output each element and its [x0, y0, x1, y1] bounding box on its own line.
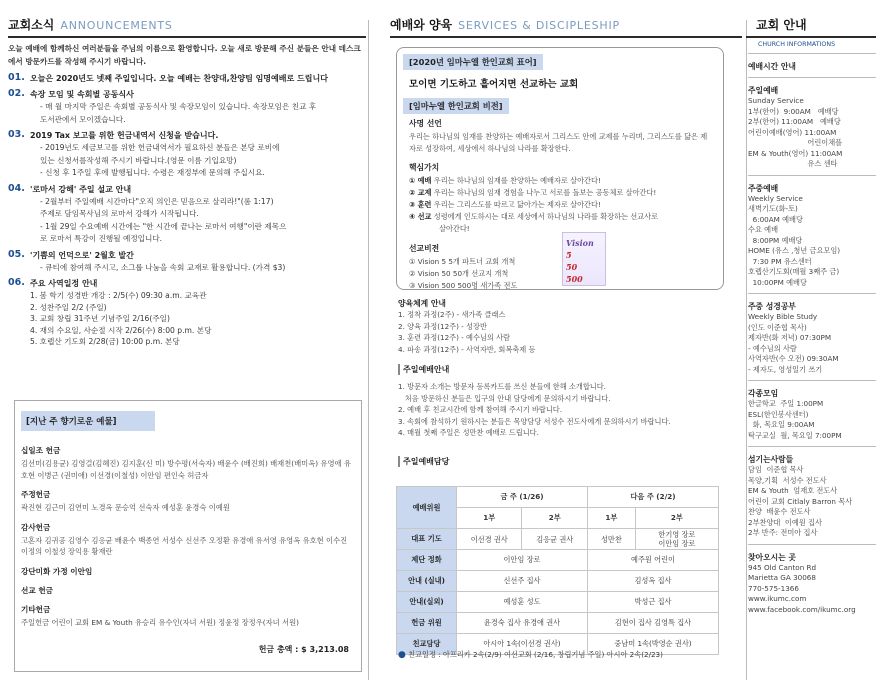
duty-cell: 중남미 1속(박영순 권사)	[587, 634, 718, 655]
offering-names: 주일헌금 어린이 교회 EM & Youth 유승리 유수인(자녀 서원) 정윤정 장정우(자녀 서원)	[21, 617, 299, 627]
divider	[748, 544, 876, 545]
offering-category: 주정헌금	[21, 490, 51, 499]
badge-line: Vision	[566, 238, 594, 248]
weekly-service-item: 10:00PM 예배당	[748, 277, 807, 287]
weekly-service-item: 8:00PM 예배당	[748, 235, 803, 245]
sunday-guide-item: 2. 예배 후 친교시간에 함께 참여해 주시기 바랍니다.	[398, 405, 562, 414]
offering-category: 십일조 헌금	[21, 446, 61, 455]
weekly-service-item: 새벽기도(화-토)	[748, 204, 798, 213]
bible-study-item: 사역자반(수 오전) 09:30AM	[748, 354, 839, 363]
announcement-detail: - 큐티에 참여해 주시고, 소그룹 나눔을 속회 교재로 활용합니다. (가격 $3)	[40, 262, 286, 272]
location-item: 770-575-1366	[748, 583, 799, 593]
divider	[748, 293, 876, 294]
vision-5-50-500-badge	[562, 232, 606, 286]
core-value-item	[409, 211, 723, 223]
groups-item: ESL(한인봉사센터)	[748, 409, 809, 419]
divider	[748, 446, 876, 447]
core-values-title: 핵심가치	[409, 163, 440, 172]
duty-role: 헌금 위원	[397, 613, 457, 634]
announcement-list	[8, 72, 366, 290]
theme-heading: [2020년 임마누엘 한인교회 표어]	[403, 54, 543, 70]
duty-cell: 아시아 1속(이선경 권사)	[457, 634, 588, 655]
this-week-header: 금 주 (1/26)	[457, 487, 588, 508]
location-item: www.ikumc.com	[748, 594, 807, 603]
bible-study-item: - 예수님의 사람	[748, 343, 797, 353]
bible-study-title-en: Weekly Bible Study	[748, 312, 818, 321]
announcement-body	[30, 249, 366, 275]
announcement-item	[8, 277, 366, 290]
sunday-service-item: 어린이채플	[748, 138, 843, 147]
location-title: 찾아오시는 곳	[748, 552, 796, 562]
duty-cell: 예성훈 성도	[457, 592, 588, 613]
duty-cell: 한기영 장로 이안임 장로	[635, 529, 718, 550]
bible-study-title: 주중 성경공부	[748, 302, 796, 311]
announcement-body	[30, 183, 366, 246]
offering-category: 기타헌금	[21, 604, 51, 614]
groups-item: 한글학교 주일 1:00PM	[748, 399, 824, 408]
church-motto: 모이면 기도하고 흩어지면 선교하는 교회	[409, 79, 579, 90]
sunday-service-item: 1부(한어) 9:00AM 예배당	[748, 106, 839, 116]
services-header	[390, 16, 742, 36]
announcements-column	[8, 16, 366, 676]
sunday-guide-item: 1. 방문자 소개는 방문자 등록카드를 쓰신 분들에 한해 소개합니다.	[398, 382, 606, 391]
announcement-item	[8, 72, 366, 85]
table-row	[397, 613, 719, 634]
nurture-title: 양육체계 안내	[398, 299, 446, 308]
weekly-service-item: 7:30 PM 유스센터	[748, 256, 812, 266]
table-row	[397, 550, 719, 571]
nurture-item: 4. 파송 과정(12주) - 사역자반, 회복축제 등	[398, 344, 536, 354]
vision-heading: [임마누엘 한인교회 비전]	[403, 98, 509, 114]
mission-vision-item: ① Vision 5 5개 파트너 교회 개척	[409, 257, 516, 266]
nurture-item: 2. 양육 과정(12주) - 성장반	[398, 321, 487, 331]
core-value-text: 우리는 그리스도를 따르고 닮아가는 제자로 살아간다!	[431, 200, 601, 209]
announcement-title: 속장 모임 및 속회별 공동식사	[30, 90, 134, 99]
service-subheader: 2부	[635, 508, 718, 529]
table-row	[397, 592, 719, 613]
announcement-item	[8, 249, 366, 275]
service-subheader: 2부	[522, 508, 588, 529]
header-rule	[390, 36, 742, 38]
duty-cell: 예주원 어린이	[587, 550, 718, 571]
duty-role: 친교담당	[397, 634, 457, 655]
sunday-service-title: 주일예배	[748, 86, 779, 95]
divider	[748, 380, 876, 381]
schedule-item: 2. 성찬주일 2/2 (주일)	[30, 302, 107, 312]
sunday-service-item: 2부(한어) 11:00AM 예배당	[748, 117, 841, 126]
duty-cell: 신선주 집사	[457, 571, 588, 592]
mission-vision-item: ② Vision 50 50개 선교지 개척	[409, 269, 509, 278]
welcome-text: 오늘 예배에 함께하신 여러분들을 주님의 이름으로 환영합니다. 오늘 새로 방문해 주신 분들은 안내 데스크에서 방문카드를 작성해 주시기 바랍니다.	[8, 44, 361, 66]
divider	[748, 175, 876, 176]
table-row	[397, 529, 719, 550]
core-value-text: 성령에게 인도하시는 대로 세상에서 하나님의 나라를 확장하는 선교사로	[431, 212, 659, 221]
weekly-service-item: 6:00AM 예배당	[748, 214, 803, 224]
announcement-item	[8, 183, 366, 246]
announcement-number: 05.	[8, 248, 25, 260]
staff-item: 담임 이준협 목사	[748, 465, 804, 474]
fellowship-schedule	[398, 650, 663, 660]
column-divider	[368, 20, 369, 680]
bible-study-item: 제자반(화 저녁) 07:30PM	[748, 333, 832, 342]
duty-role: 안내(실외)	[397, 592, 457, 613]
announcement-detail: 있는 신청서를작성해 주시기 바랍니다.(영문 이름 기입요망)	[40, 155, 237, 165]
staff-item: 어린이 교회 Citlaly Barron 목사	[748, 496, 853, 506]
announcement-body	[30, 277, 366, 290]
badge-line: 500	[566, 274, 583, 284]
duty-role-header: 예배위원	[397, 487, 457, 529]
weekly-service-title: 주중예배	[748, 183, 779, 193]
announcements-header	[8, 16, 366, 36]
nurture-list	[398, 309, 728, 355]
offering-names: 고혼자 김귀공 김영수 김응균 배윤수 백종연 서성수 신선주 오정환 유경애 유서영 유영옥 유호현 이수진 이정의 이철성 장익용 황재란	[21, 535, 348, 556]
offering-total: 헌금 총액 : $ 3,213.08	[258, 645, 349, 654]
core-value-label: ② 교제	[409, 188, 432, 197]
schedule-list	[30, 290, 366, 348]
core-value-label: ④ 선교	[409, 212, 432, 221]
announcement-title: '로마서 강해' 주일 설교 안내	[30, 184, 132, 194]
badge-line: 5	[566, 250, 572, 260]
core-value-tail: 살아간다!	[439, 224, 470, 233]
mission-vision-item: ③ Vision 500 500명 새가족 전도	[409, 281, 518, 290]
church-info-body	[748, 61, 876, 615]
vision-box	[396, 47, 724, 290]
announcement-title: 2019 Tax 보고를 위한 헌금내역서 신청을 받습니다.	[30, 131, 219, 140]
location-item: Marietta GA 30068	[748, 573, 816, 582]
sunday-service-title-en: Sunday Service	[748, 96, 804, 105]
nurture-item: 1. 정착 과정(2주) - 새가족 클래스	[398, 310, 506, 319]
offering-list	[15, 445, 361, 628]
announcement-body	[30, 88, 366, 126]
duty-cell: 김성옥 집사	[587, 571, 718, 592]
nurture-item: 3. 훈련 과정(12주) - 예수님의 사람	[398, 333, 511, 342]
staff-item: 목양,기획 서성수 전도사	[748, 475, 827, 485]
announcement-body	[30, 129, 366, 180]
announcement-detail: - 2019년도 세금보고를 위한 헌금내역서가 필요하신 분들은 본당 로비에	[40, 143, 280, 152]
divider	[748, 53, 876, 54]
announcement-detail: - 신청 후 1주일 후에 발행됩니다. 수령은 재정부에 문의해 주십시요.	[40, 168, 265, 177]
mission-text: 우리는 하나님의 임재를 찬양하는 예배자로서 그리스도 안에 교제를 누리며, 그리스도를 닮은 제자로 성장하여, 세상에서 하나님의 나라를 확장한다.	[409, 132, 708, 153]
divider	[748, 77, 876, 78]
location-item: www.facebook.com/ikumc.org	[748, 604, 856, 614]
duty-section-title-wrap	[398, 456, 449, 467]
schedule-item: 3. 교회 창립 31주년 기념주일 2/16(주일)	[30, 314, 170, 323]
announcement-item	[8, 88, 366, 126]
core-value-item	[409, 187, 723, 199]
location-item: 945 Old Canton Rd	[748, 562, 817, 572]
duty-title: 주일예배담당	[398, 456, 449, 467]
sunday-service-item: EM & Youth(영어) 11:00AM	[748, 148, 843, 158]
core-value-label: ③ 훈련	[409, 200, 432, 209]
bullet-icon: ●	[398, 650, 406, 660]
schedule-item: 5. 호렙산 기도회 2/28(금) 10:00 p.m. 본당	[30, 337, 180, 346]
weekly-service-title-en: Weekly Service	[748, 193, 803, 203]
announcement-body	[30, 72, 366, 85]
core-values-list	[397, 175, 723, 223]
announcement-item	[8, 129, 366, 180]
mission-vision-list	[397, 256, 723, 292]
announcement-number: 04.	[8, 182, 25, 194]
core-value-item	[409, 199, 723, 211]
staff-item: EM & Youth 엄재호 전도사	[748, 486, 838, 495]
announcement-number: 01.	[8, 72, 25, 83]
duty-cell: 김응균 권사	[522, 529, 588, 550]
announcement-detail: 주제로 담임목사님의 로마서 강해가 시작됩니다.	[40, 209, 199, 218]
services-column	[390, 16, 742, 676]
header-rule	[746, 36, 876, 38]
staff-item: 찬양 배윤수 전도사	[748, 507, 811, 516]
announcements-title: 교회소식	[8, 18, 55, 32]
announcement-detail: - 매 월 마지막 주일은 속회별 공동식사 및 속장모임이 있습니다. 속장모임은 친교 후	[40, 102, 317, 111]
nurture-section	[398, 298, 728, 355]
staff-title: 섬기는사람들	[748, 455, 794, 464]
duty-role: 안내 (실내)	[397, 571, 457, 592]
service-subheader: 1부	[457, 508, 522, 529]
schedule-item: 1. 봄 학기 성경반 개강 : 2/5(수) 09:30 a.m. 교육관	[30, 291, 207, 300]
offering-box	[14, 400, 362, 672]
staff-item: 2부찬양대 이예원 집사	[748, 517, 822, 527]
offering-category: 선교 헌금	[21, 585, 53, 595]
duty-cell: 이선경 권사	[457, 529, 522, 550]
services-title: 예배와 양육	[390, 18, 453, 32]
duty-cell: 성만찬	[587, 529, 635, 550]
core-value-text: 우리는 하나님의 임재를 찬양하는 예배자로 살아간다!	[431, 176, 601, 185]
mission-title: 사명 선언	[409, 119, 442, 128]
sunday-guide-item: 3. 속회에 참석하기 원하시는 분들은 목양담당 서성수 전도사에게 문의하시기 바랍니다.	[398, 416, 671, 426]
announcement-number: 03.	[8, 129, 25, 140]
staff-item: 2부 반주: 전미아 집사	[748, 528, 818, 537]
sunday-guide-list	[398, 381, 734, 439]
church-info-title: 교회 안내	[756, 18, 807, 32]
announcement-title: 오늘은 2020년도 넷째 주일입니다. 오늘 예배는 찬양대,찬양팀 임명예배로 드립니다	[30, 74, 328, 83]
service-subheader: 1부	[587, 508, 635, 529]
worship-duty-table	[396, 486, 719, 655]
core-value-label: ① 예배	[409, 176, 432, 185]
offering-category: 강단미화 가정 이안임	[21, 566, 93, 576]
service-times-title: 예배시간 안내	[748, 62, 796, 71]
offering-names: 곽진현 김근미 김연미 노경옥 문승억 선숙자 예성훈 윤경숙 이예원	[21, 503, 230, 512]
bible-study-item: (인도 이준협 목사)	[748, 322, 807, 332]
duty-cell: 윤경숙 집사 유경애 권사	[457, 613, 588, 634]
column-divider	[746, 20, 747, 680]
core-value-item	[409, 175, 723, 187]
offering-title: [지난 주 향기로운 예물]	[21, 411, 155, 431]
sunday-guide-section	[398, 364, 734, 439]
announcement-title: '기쁨의 언덕으로' 2월호 발간	[30, 250, 134, 260]
sunday-guide-item: 4. 매월 첫째 주일은 성만찬 예배로 드립니다.	[398, 428, 539, 437]
announcement-detail: - 2월부터 주일예배 시간마다"오직 의인은 믿음으로 살리라!"(롬 1:17)	[40, 196, 274, 206]
announcement-number: 06.	[8, 277, 25, 288]
announcement-detail: 로 로마서 특강이 진행될 예정입니다.	[40, 234, 163, 243]
sunday-guide-title: 주일예배안내	[398, 364, 734, 375]
announcement-number: 02.	[8, 88, 25, 99]
groups-item: 화, 목요일 9:00AM	[748, 420, 815, 429]
church-info-title-en: CHURCH INFORMATIONS	[758, 41, 836, 48]
sunday-guide-item: 처음 방문하신 분들은 입구의 안내 담당에게 문의하시기 바랍니다.	[398, 393, 611, 403]
offering-category: 감사헌금	[21, 522, 51, 532]
duty-cell: 박성근 집사	[587, 592, 718, 613]
announcement-title: 주요 사역일정 안내	[30, 279, 98, 288]
services-title-en: SERVICES & DISCIPLESHIP	[458, 19, 620, 32]
table-row	[397, 571, 719, 592]
next-week-header: 다음 주 (2/2)	[587, 487, 718, 508]
weekly-service-item: HOME (유스 ,청년 금요모임)	[748, 246, 841, 255]
bible-study-item: - 제자도, 영성일기 쓰기	[748, 364, 823, 374]
weekly-service-item: 수요 예배	[748, 225, 779, 234]
offering-names: 김선미(김용균) 김영걸(김혜진) 김지훈(신 미) 방수평(서숙자) 배윤수 (배진희) 배재천(배미옥) 유영애 유호현 이병근 (권미애) 이선경(이철성) 이안임 편인숙 허금자	[21, 459, 351, 480]
duty-role: 대표 기도	[397, 529, 457, 550]
announcement-detail: 도서관에서 모이겠습니다.	[40, 114, 126, 124]
groups-item: 탁구교실 월, 목요일 7:00PM	[748, 430, 842, 440]
groups-title: 각종모임	[748, 389, 779, 398]
schedule-item: 4. 재의 수요일, 사순절 시작 2/26(수) 8:00 p.m. 본당	[30, 325, 212, 335]
fellowship-text: 친교일정 : 아프리카 2속(2/9) 여선교회 (2/16, 창립기념 주일) 아시아 2속(2/23)	[408, 650, 663, 659]
announcement-detail: - 1월 29일 수요예배 시간에는 "한 시간에 끝나는 로마서 여행"이란 제목으	[40, 221, 287, 231]
sunday-service-item: 어린이예배(영어) 11:00AM	[748, 127, 837, 137]
announcements-title-en: ANNOUNCEMENTS	[60, 19, 173, 32]
core-value-text: 우리는 하나님의 임재 경험을 나누고 서로를 돌보는 공동체로 살아간다!	[431, 188, 657, 197]
church-info-column	[748, 16, 876, 676]
sunday-service-item: 유스 센타	[748, 159, 838, 168]
duty-role: 제단 정화	[397, 550, 457, 571]
duty-cell: 이안임 장로	[457, 550, 588, 571]
mission-vision-title: 선교비전	[409, 244, 440, 253]
header-rule	[8, 36, 366, 38]
weekly-service-item: 호렙산기도회(매월 3째주 금)	[748, 267, 840, 276]
duty-cell: 김현이 집사 김영특 집사	[587, 613, 718, 634]
badge-line: 50	[566, 262, 578, 272]
